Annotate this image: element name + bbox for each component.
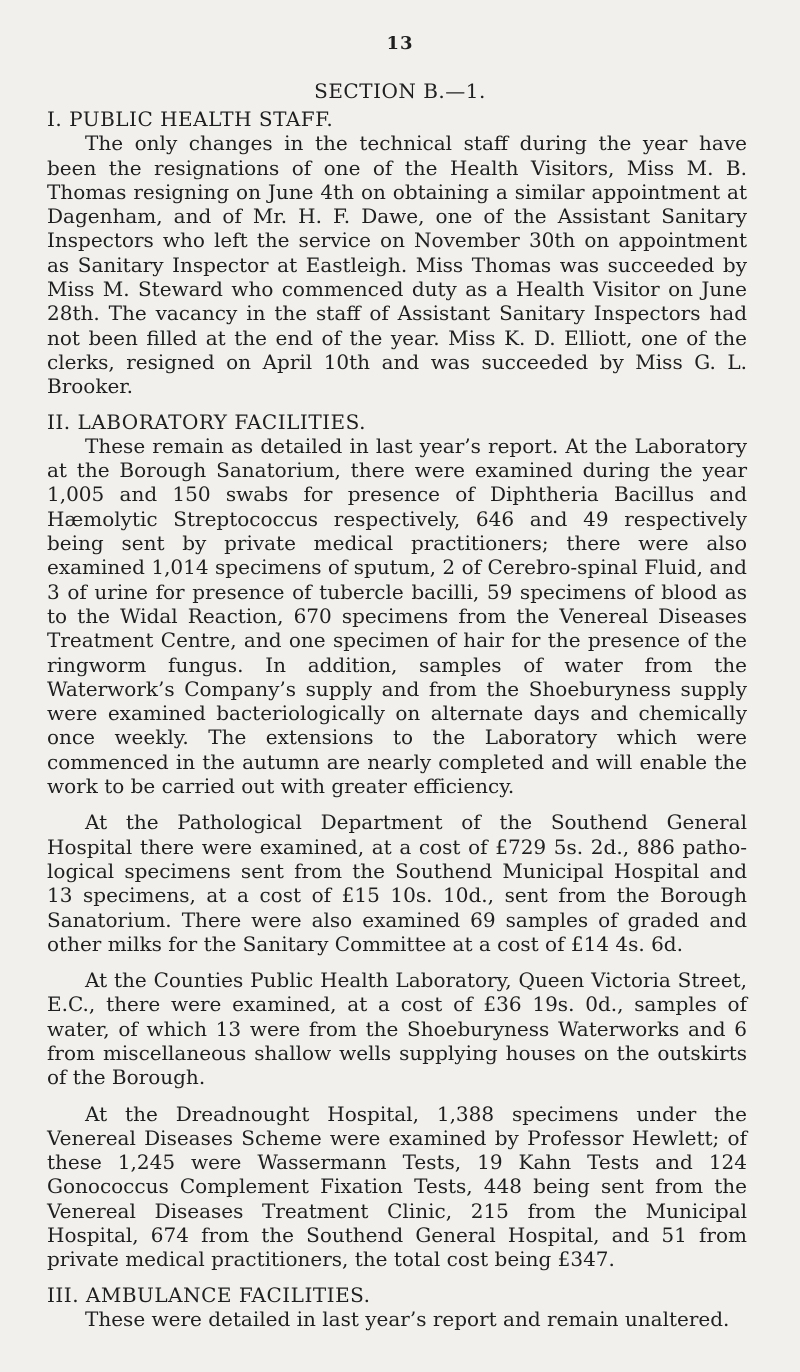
page-number: 13	[386, 33, 414, 54]
paragraph-ambulance-facilities: These were detailed in last year’s report and remain unaltered.	[85, 1306, 730, 1331]
document-body	[47, 107, 747, 1331]
heading-laboratory-facilities: II. LABORATORY FACILITIES.	[47, 409, 367, 434]
heading-public-health-staff: I. PUBLIC HEALTH STAFF.	[47, 107, 334, 131]
paragraph-laboratory-counties: At the Counties Public Health Laboratory, Queen Victoria Street, E.C., there were examined, at a cost of £36 19s. 0d., samples of water, of which 13 were from the Shoeburyness Waterworks and 6 from miscellaneous shallow wells supplying houses on the outskirts of the Borough.	[47, 968, 747, 1090]
paragraph-public-health-staff: The only changes in the technical staff during the year have been the resignations of one of the Health Visitors, Miss M. B. Thomas resigning on June 4th on obtaining a similar appointment at Dagenham, and of Mr. H. F. Dawe, one of the Assistant Sanitary Inspectors who left the service on November 30th on appointment as Sanitary Inspector at Eastleigh. Miss Thomas was succeeded by Miss M. Steward who commenced duty as a Health Visitor on June 28th. The vacancy in the staff of Assistant Sanitary Inspectors had not been filled at the end of the year. Miss K. D. Elliott, one of the clerks, resigned on April 10th and was succeeded by Miss G. L. Brooker.	[47, 131, 747, 399]
paragraph-laboratory-dreadnought: At the Dreadnought Hospital, 1,388 specimens under the Venereal Diseases Scheme were examined by Professor Hewlett; of these 1,245 were Wassermann Tests, 19 Kahn Tests and 124 Gonococcus Complement Fixation Tests, 448 being sent from the Venereal Diseases Treatment Clinic, 215 from the Municipal Hospital, 674 from the Southend General Hospital, and 51 from private medical practitioners, the total cost being £347.	[47, 1101, 747, 1272]
paragraph-laboratory-general-hospital: At the Pathological Department of the Southend General Hospital there were examined, at a cost of £729 5s. 2d., 886 pathological specimens sent from the Southend Municipal Hospital and 13 specimens, at a cost of £15 10s. 10d., sent from the Borough Sanatorium. There were also examined 69 samples of graded and other milks for the Sanitary Committee at a cost of £14 4s. 6d.	[47, 810, 747, 956]
heading-ambulance-facilities: III. AMBULANCE FACILITIES.	[47, 1282, 371, 1307]
section-title: SECTION B.—1.	[314, 79, 486, 103]
paragraph-laboratory-sanatorium: These remain as detailed in last year’s report. At the Laboratory at the Borough Sanatorium, there were examined during the year 1,005 and 150 swabs for presence of Diphtheria Bacillus and Hæmolytic Streptococcus respectively, 646 and 49 respectively being sent by private medical practitioners; there were also examined 1,014 specimens of sputum, 2 of Cerebro-spinal Fluid, and 3 of urine for presence of tubercle bacilli, 59 specimens of blood as to the Widal Reaction, 670 specimens from the Venereal Diseases Treatment Centre, and one specimen of hair for the presence of the ringworm fungus. In addition, samples of water from the Waterwork’s Company’s supply and from the Shoeburyness supply were examined bacteriologically on alternate days and chemically once weekly. The extensions to the Laboratory which were commenced in the autumn are nearly completed and will enable the work to be carried out with greater efficiency.	[47, 433, 747, 799]
